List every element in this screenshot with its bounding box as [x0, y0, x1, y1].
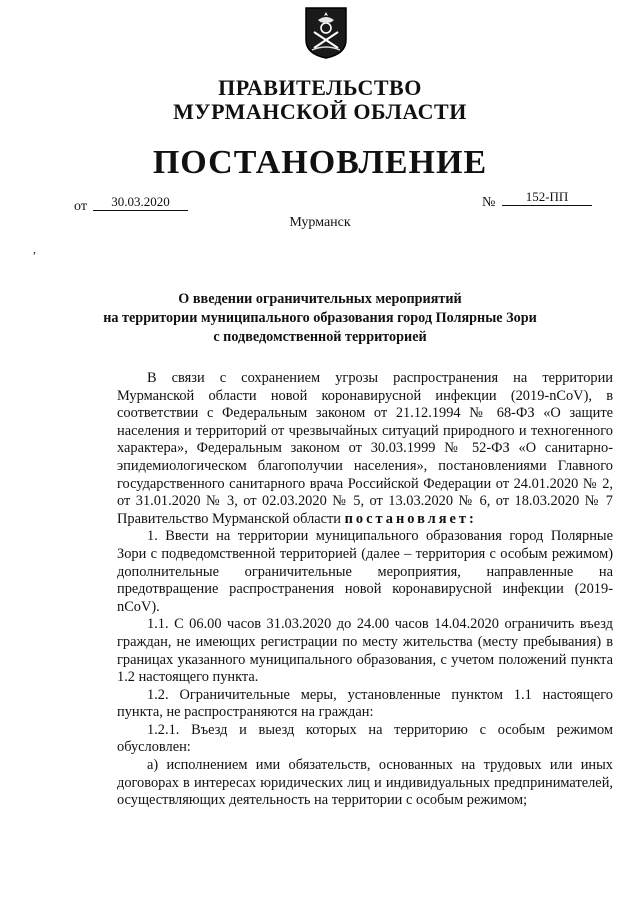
decree-title-line-2: на территории муниципального образования город Полярные Зори: [103, 310, 537, 326]
government-name-line-2: МУРМАНСКОЙ ОБЛАСТИ: [173, 99, 467, 124]
date-prefix: от: [74, 199, 87, 214]
document-type-heading: ПОСТАНОВЛЕНИЕ: [152, 144, 488, 181]
decree-number: 152-ПП: [502, 189, 592, 206]
number-prefix: №: [482, 195, 496, 210]
decree-body: [117, 370, 613, 810]
intro-text: В связи с сохранением угрозы распространения на территории Мурманской области новой коронавирусной инфекции (2019-nCoV), в соответствии с Федеральным законом от 21.12.1994 № 68-ФЗ «О защите населения и территорий от чрезвычайных ситуаций природного и техногенного характера», Федеральным законом от 30.03.1999 № 52-ФЗ «О санитарно-эпидемиологическом благополучии населения», постановлениями Главного государственного санитарного врача Российской Федерации от 24.01.2020 № 2, от 31.01.2020 № 3, от 02.03.2020 № 5, от 13.03.2020 № 6, от 18.03.2020 № 7 Правительство Мурманской области: [117, 370, 613, 527]
coat-of-arms-emblem: [304, 6, 348, 60]
government-name-line-1: ПРАВИТЕЛЬСТВО: [218, 75, 422, 100]
decree-date: 30.03.2020: [93, 194, 188, 211]
decree-title-line-3: с подведомственной территорией: [213, 329, 427, 345]
decree-title-line-1: О введении ограничительных мероприятий: [178, 291, 462, 307]
stray-mark: ,: [33, 242, 36, 256]
paragraph-1-2-1: 1.2.1. Въезд и выезд которых на территорию с особым режимом обусловлен:: [117, 721, 613, 756]
paragraph-a: а) исполнением ими обязательств, основанных на трудовых или иных договорах в интересах юридических лиц и индивидуальных предпринимателей, осуществляющих деятельность на территории с особым режимом;: [117, 757, 613, 809]
paragraph-intro: [117, 370, 613, 528]
paragraph-1: 1. Ввести на территории муниципального образования город Полярные Зори с подведомственной территорией (далее – территория с особым режимом) дополнительные ограничительные мероприятия, направленные на предотвращение распространения новой коронавирусной инфекции (2019-nCoV).: [117, 528, 613, 615]
paragraph-1-1: 1.1. С 06.00 часов 31.03.2020 до 24.00 часов 14.04.2020 ограничить въезд граждан, не имеющих регистрации по месту жительства (месту пребывания) в границах указанного муниципального образования, с учетом положений пункта 1.2 настоящего пункта.: [117, 616, 613, 686]
paragraph-1-2: 1.2. Ограничительные меры, установленные пунктом 1.1 настоящего пункта, не распространяются на граждан:: [117, 686, 613, 721]
resolves-word: постановляет:: [344, 510, 477, 527]
city-name: Мурманск: [289, 215, 351, 230]
